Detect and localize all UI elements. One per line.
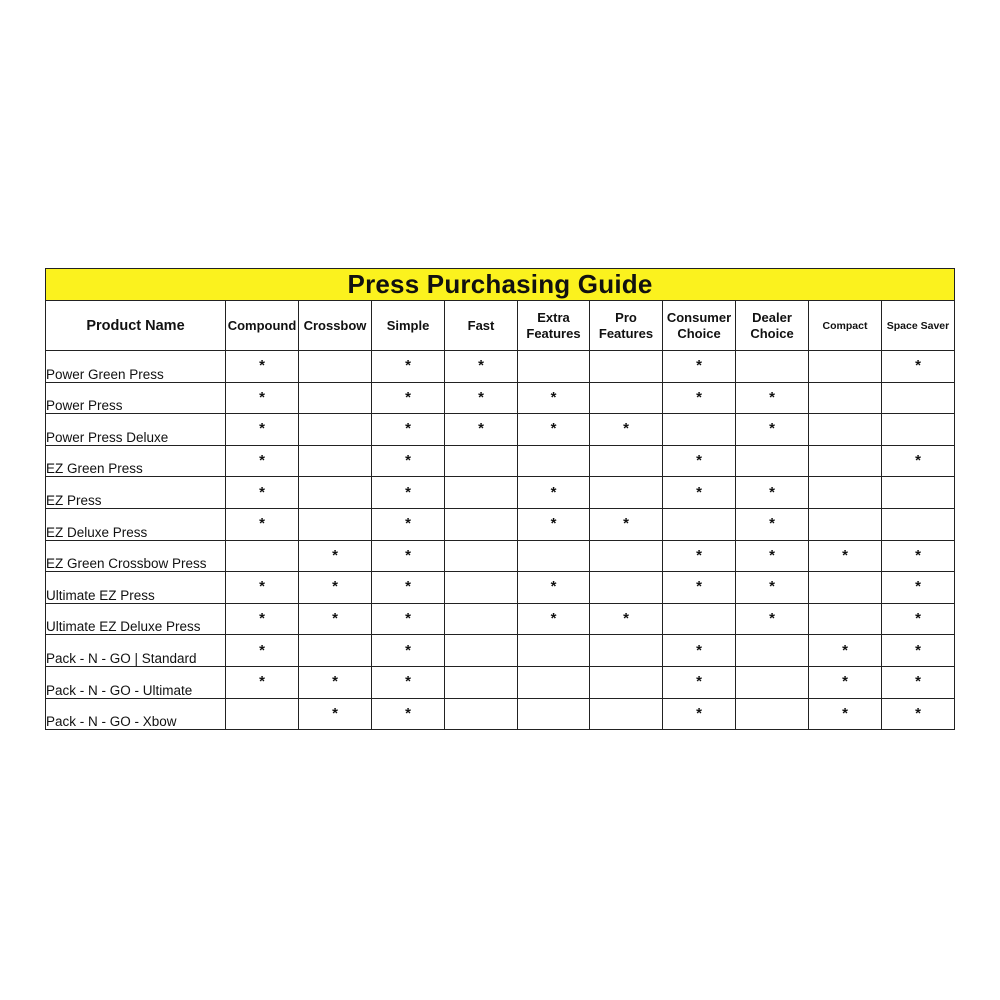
asterisk-mark: * xyxy=(769,546,775,564)
asterisk-mark: * xyxy=(842,641,848,659)
asterisk-mark: * xyxy=(405,673,411,691)
feature-cell xyxy=(663,351,736,383)
feature-cell xyxy=(226,572,299,604)
product-name-cell: Ultimate EZ Deluxe Press xyxy=(46,603,226,635)
asterisk-mark: * xyxy=(259,610,265,628)
feature-cell xyxy=(518,666,590,698)
feature-cell xyxy=(518,572,590,604)
feature-cell xyxy=(518,445,590,477)
feature-cell xyxy=(882,698,955,730)
column-header-pro-features: Pro Features xyxy=(590,301,663,351)
feature-cell xyxy=(372,382,445,414)
product-name-cell: Pack - N - GO - Ultimate xyxy=(46,666,226,698)
feature-cell xyxy=(518,351,590,383)
feature-cell xyxy=(226,635,299,667)
feature-cell xyxy=(226,603,299,635)
asterisk-mark: * xyxy=(623,515,629,533)
table-body xyxy=(46,351,955,730)
feature-cell xyxy=(518,382,590,414)
feature-cell xyxy=(809,540,882,572)
table-row xyxy=(46,698,955,730)
feature-cell xyxy=(518,508,590,540)
feature-cell xyxy=(372,666,445,698)
product-name-cell: Power Green Press xyxy=(46,351,226,383)
asterisk-mark: * xyxy=(405,704,411,722)
feature-cell xyxy=(736,603,809,635)
feature-cell xyxy=(518,635,590,667)
feature-cell xyxy=(299,508,372,540)
feature-cell xyxy=(299,351,372,383)
asterisk-mark: * xyxy=(259,483,265,501)
feature-cell xyxy=(372,445,445,477)
feature-cell xyxy=(809,414,882,446)
feature-cell xyxy=(590,666,663,698)
asterisk-mark: * xyxy=(405,546,411,564)
feature-cell xyxy=(445,414,518,446)
column-header-compact: Compact xyxy=(809,301,882,351)
feature-cell xyxy=(809,666,882,698)
feature-cell xyxy=(518,603,590,635)
column-header-consumer-choice: Consumer Choice xyxy=(663,301,736,351)
product-name-cell: Ultimate EZ Press xyxy=(46,572,226,604)
asterisk-mark: * xyxy=(915,546,921,564)
asterisk-mark: * xyxy=(405,452,411,470)
feature-cell xyxy=(809,698,882,730)
feature-cell xyxy=(372,540,445,572)
feature-cell xyxy=(736,445,809,477)
feature-cell xyxy=(299,414,372,446)
feature-cell xyxy=(663,666,736,698)
feature-cell xyxy=(663,477,736,509)
asterisk-mark: * xyxy=(405,515,411,533)
table-row xyxy=(46,540,955,572)
feature-cell xyxy=(736,382,809,414)
asterisk-mark: * xyxy=(915,357,921,375)
asterisk-mark: * xyxy=(405,610,411,628)
feature-cell xyxy=(809,477,882,509)
feature-cell xyxy=(299,603,372,635)
asterisk-mark: * xyxy=(332,546,338,564)
feature-cell xyxy=(372,603,445,635)
feature-cell xyxy=(882,508,955,540)
feature-cell xyxy=(299,666,372,698)
feature-cell xyxy=(226,666,299,698)
feature-cell xyxy=(590,540,663,572)
asterisk-mark: * xyxy=(842,546,848,564)
feature-cell xyxy=(882,572,955,604)
table-row xyxy=(46,351,955,383)
product-name-cell: Pack - N - GO | Standard xyxy=(46,635,226,667)
feature-cell xyxy=(445,698,518,730)
feature-cell xyxy=(372,572,445,604)
table-row xyxy=(46,414,955,446)
table-row xyxy=(46,666,955,698)
feature-cell xyxy=(736,351,809,383)
feature-cell xyxy=(736,666,809,698)
asterisk-mark: * xyxy=(550,515,557,533)
feature-cell xyxy=(226,351,299,383)
feature-cell xyxy=(809,351,882,383)
asterisk-mark: * xyxy=(405,641,411,659)
feature-cell xyxy=(518,540,590,572)
asterisk-mark: * xyxy=(769,610,775,628)
feature-cell xyxy=(590,414,663,446)
column-header-product-name: Product Name xyxy=(46,301,226,351)
table-row xyxy=(46,382,955,414)
feature-cell xyxy=(882,635,955,667)
feature-cell xyxy=(226,508,299,540)
asterisk-mark: * xyxy=(696,704,702,722)
feature-cell xyxy=(445,666,518,698)
feature-cell xyxy=(226,382,299,414)
feature-cell xyxy=(445,351,518,383)
asterisk-mark: * xyxy=(405,420,411,438)
column-header-dealer-choice: Dealer Choice xyxy=(736,301,809,351)
asterisk-mark: * xyxy=(259,420,265,438)
asterisk-mark: * xyxy=(332,673,338,691)
product-name-cell: Power Press Deluxe xyxy=(46,414,226,446)
column-header-extra-features: Extra Features xyxy=(518,301,590,351)
feature-cell xyxy=(590,698,663,730)
feature-cell xyxy=(445,540,518,572)
asterisk-mark: * xyxy=(550,388,557,406)
asterisk-mark: * xyxy=(405,578,411,596)
feature-cell xyxy=(736,540,809,572)
feature-cell xyxy=(882,445,955,477)
product-name-cell: EZ Press xyxy=(46,477,226,509)
feature-cell xyxy=(809,508,882,540)
product-name-cell: Pack - N - GO - Xbow xyxy=(46,698,226,730)
asterisk-mark: * xyxy=(332,610,338,628)
feature-cell xyxy=(590,351,663,383)
asterisk-mark: * xyxy=(259,515,265,533)
feature-cell xyxy=(663,508,736,540)
asterisk-mark: * xyxy=(405,483,411,501)
feature-cell xyxy=(736,698,809,730)
feature-cell xyxy=(518,698,590,730)
asterisk-mark: * xyxy=(769,388,775,406)
feature-cell xyxy=(299,572,372,604)
feature-cell xyxy=(736,477,809,509)
feature-cell xyxy=(445,382,518,414)
feature-cell xyxy=(663,572,736,604)
table-row xyxy=(46,572,955,604)
product-name-cell: Power Press xyxy=(46,382,226,414)
feature-cell xyxy=(372,698,445,730)
asterisk-mark: * xyxy=(915,452,921,470)
product-name-cell: EZ Green Crossbow Press xyxy=(46,540,226,572)
table-row xyxy=(46,477,955,509)
asterisk-mark: * xyxy=(769,420,775,438)
asterisk-mark: * xyxy=(769,515,775,533)
asterisk-mark: * xyxy=(550,578,557,596)
feature-cell xyxy=(590,508,663,540)
feature-cell xyxy=(809,382,882,414)
feature-cell xyxy=(590,572,663,604)
asterisk-mark: * xyxy=(696,357,702,375)
asterisk-mark: * xyxy=(550,610,557,628)
feature-cell xyxy=(809,445,882,477)
page-title: Press Purchasing Guide xyxy=(46,269,955,301)
feature-cell xyxy=(809,603,882,635)
feature-cell xyxy=(882,351,955,383)
feature-cell xyxy=(518,477,590,509)
product-name-cell: EZ Green Press xyxy=(46,445,226,477)
press-purchasing-guide xyxy=(45,268,954,730)
asterisk-mark: * xyxy=(478,357,484,375)
table-row xyxy=(46,508,955,540)
asterisk-mark: * xyxy=(550,420,557,438)
feature-cell xyxy=(882,477,955,509)
asterisk-mark: * xyxy=(259,578,265,596)
asterisk-mark: * xyxy=(405,388,411,406)
feature-cell xyxy=(736,635,809,667)
feature-cell xyxy=(299,698,372,730)
feature-cell xyxy=(372,414,445,446)
feature-cell xyxy=(226,414,299,446)
asterisk-mark: * xyxy=(696,483,702,501)
asterisk-mark: * xyxy=(696,546,702,564)
feature-cell xyxy=(882,666,955,698)
feature-cell xyxy=(299,382,372,414)
feature-cell xyxy=(663,540,736,572)
feature-cell xyxy=(663,382,736,414)
feature-cell xyxy=(663,698,736,730)
asterisk-mark: * xyxy=(259,357,265,375)
feature-cell xyxy=(299,635,372,667)
asterisk-mark: * xyxy=(478,420,484,438)
feature-cell xyxy=(226,445,299,477)
asterisk-mark: * xyxy=(550,483,557,501)
asterisk-mark: * xyxy=(478,388,484,406)
asterisk-mark: * xyxy=(842,673,848,691)
title-row xyxy=(46,269,955,301)
feature-cell xyxy=(299,540,372,572)
asterisk-mark: * xyxy=(259,641,265,659)
feature-cell xyxy=(445,635,518,667)
asterisk-mark: * xyxy=(915,673,921,691)
asterisk-mark: * xyxy=(769,483,775,501)
product-name-cell: EZ Deluxe Press xyxy=(46,508,226,540)
asterisk-mark: * xyxy=(915,578,921,596)
feature-cell xyxy=(299,477,372,509)
asterisk-mark: * xyxy=(696,641,702,659)
table-row xyxy=(46,445,955,477)
feature-cell xyxy=(372,635,445,667)
asterisk-mark: * xyxy=(332,578,338,596)
feature-cell xyxy=(226,698,299,730)
asterisk-mark: * xyxy=(915,704,921,722)
feature-cell xyxy=(663,445,736,477)
feature-cell xyxy=(590,382,663,414)
asterisk-mark: * xyxy=(623,420,629,438)
feature-cell xyxy=(226,477,299,509)
feature-cell xyxy=(882,603,955,635)
feature-cell xyxy=(663,603,736,635)
header-row xyxy=(46,301,955,351)
feature-cell xyxy=(445,477,518,509)
column-header-fast: Fast xyxy=(445,301,518,351)
feature-cell xyxy=(518,414,590,446)
column-header-compound: Compound xyxy=(226,301,299,351)
asterisk-mark: * xyxy=(623,610,629,628)
feature-cell xyxy=(590,635,663,667)
feature-cell xyxy=(372,508,445,540)
feature-cell xyxy=(882,540,955,572)
feature-cell xyxy=(882,382,955,414)
feature-cell xyxy=(372,351,445,383)
asterisk-mark: * xyxy=(696,578,702,596)
feature-cell xyxy=(736,508,809,540)
asterisk-mark: * xyxy=(842,704,848,722)
asterisk-mark: * xyxy=(696,452,702,470)
table-row xyxy=(46,603,955,635)
asterisk-mark: * xyxy=(696,673,702,691)
asterisk-mark: * xyxy=(259,673,265,691)
column-header-crossbow: Crossbow xyxy=(299,301,372,351)
feature-cell xyxy=(809,572,882,604)
feature-cell xyxy=(663,635,736,667)
asterisk-mark: * xyxy=(696,388,702,406)
feature-cell xyxy=(736,572,809,604)
feature-cell xyxy=(809,635,882,667)
feature-cell xyxy=(372,477,445,509)
feature-cell xyxy=(590,477,663,509)
feature-cell xyxy=(445,445,518,477)
column-header-space-saver: Space Saver xyxy=(882,301,955,351)
asterisk-mark: * xyxy=(915,610,921,628)
feature-cell xyxy=(445,508,518,540)
asterisk-mark: * xyxy=(259,388,265,406)
feature-cell xyxy=(299,445,372,477)
asterisk-mark: * xyxy=(405,357,411,375)
feature-cell xyxy=(590,603,663,635)
asterisk-mark: * xyxy=(915,641,921,659)
feature-cell xyxy=(663,414,736,446)
asterisk-mark: * xyxy=(332,704,338,722)
feature-cell xyxy=(882,414,955,446)
feature-cell xyxy=(445,603,518,635)
asterisk-mark: * xyxy=(769,578,775,596)
feature-cell xyxy=(226,540,299,572)
feature-cell xyxy=(445,572,518,604)
column-header-simple: Simple xyxy=(372,301,445,351)
asterisk-mark: * xyxy=(259,452,265,470)
feature-cell xyxy=(736,414,809,446)
feature-cell xyxy=(590,445,663,477)
table-row xyxy=(46,635,955,667)
comparison-table xyxy=(45,268,955,730)
